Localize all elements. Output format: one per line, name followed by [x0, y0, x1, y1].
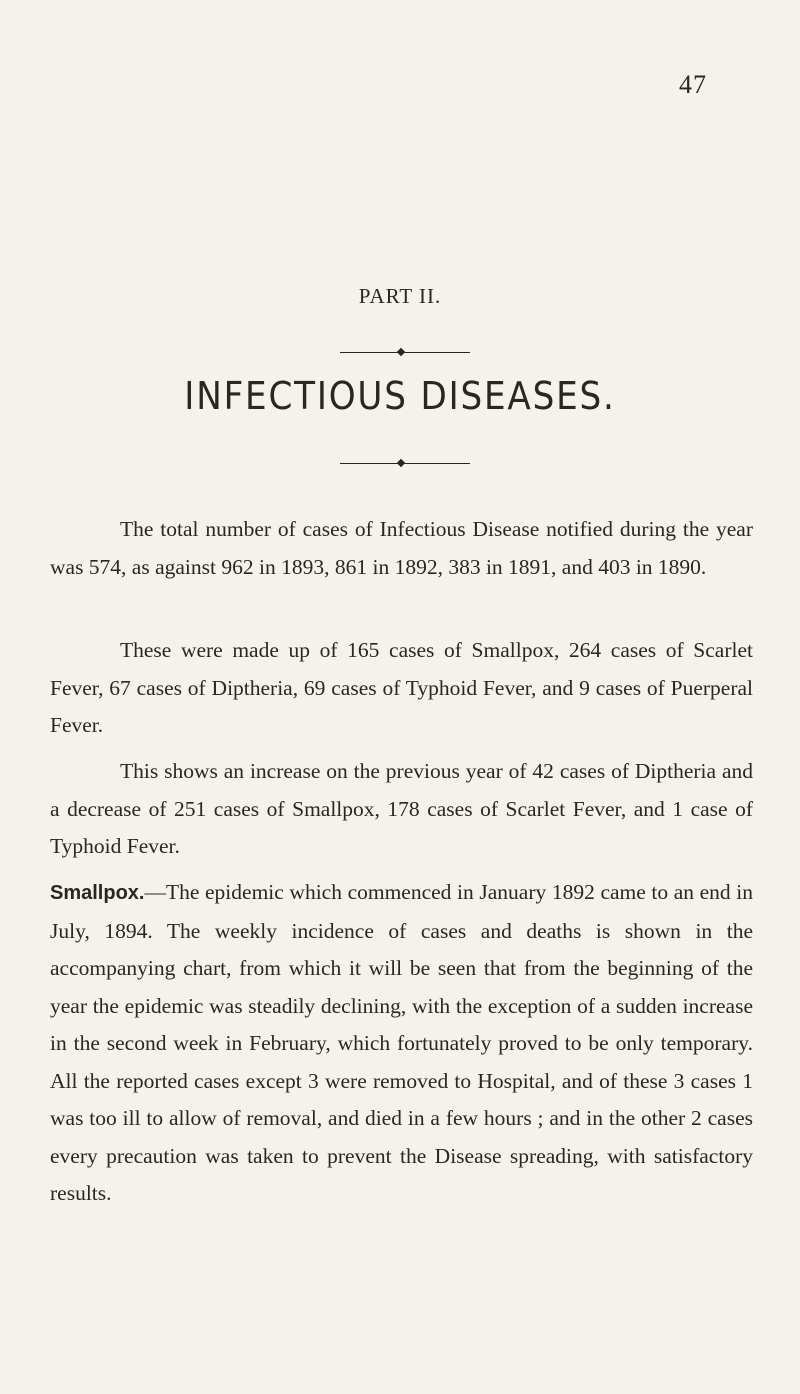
- diamond-icon: [397, 348, 405, 356]
- section-title: INFECTIOUS DISEASES.: [184, 374, 616, 418]
- smallpox-lead-term: Smallpox.: [50, 882, 145, 904]
- paragraph-smallpox: [50, 874, 753, 1213]
- paragraph-total-cases: The total number of cases of Infectious Disease notified during the year was 574, as against 962 in 1893, 861 in 1892, 383 in 1891, and 403 in 1890.: [50, 517, 753, 579]
- page-number: 47: [679, 70, 707, 99]
- ornamental-rule-top: [340, 347, 470, 359]
- diamond-icon: [397, 459, 405, 467]
- part-heading: PART II.: [358, 284, 442, 308]
- paragraph-case-breakdown: These were made up of 165 cases of Smallpox, 264 cases of Scarlet Fever, 67 cases of Diptheria, 69 cases of Typhoid Fever, and 9 cases of Puerperal Fever.: [50, 638, 753, 737]
- smallpox-body-text: —The epidemic which commenced in January 1892 came to an end in July, 1894. The weekly incidence of cases and deaths is shown in the accompanying chart, from which it will be seen that from the beginning of the year the epidemic was steadily declining, with the exception of a sudden increase in the second week in February, which fortunately proved to be only temporary. All the reported cases except 3 were removed to Hospital, and of these 3 cases 1 was too ill to allow of removal, and died in a few hours ; and in the other 2 cases every precaution was taken to prevent the Disease spreading, with satisfactory results.: [50, 880, 753, 1205]
- paragraph-year-comparison: This shows an increase on the previous year of 42 cases of Diptheria and a decrease of 251 cases of Smallpox, 178 cases of Scarlet Fever, and 1 case of Typhoid Fever.: [50, 759, 753, 858]
- ornamental-rule-bottom: [340, 458, 470, 470]
